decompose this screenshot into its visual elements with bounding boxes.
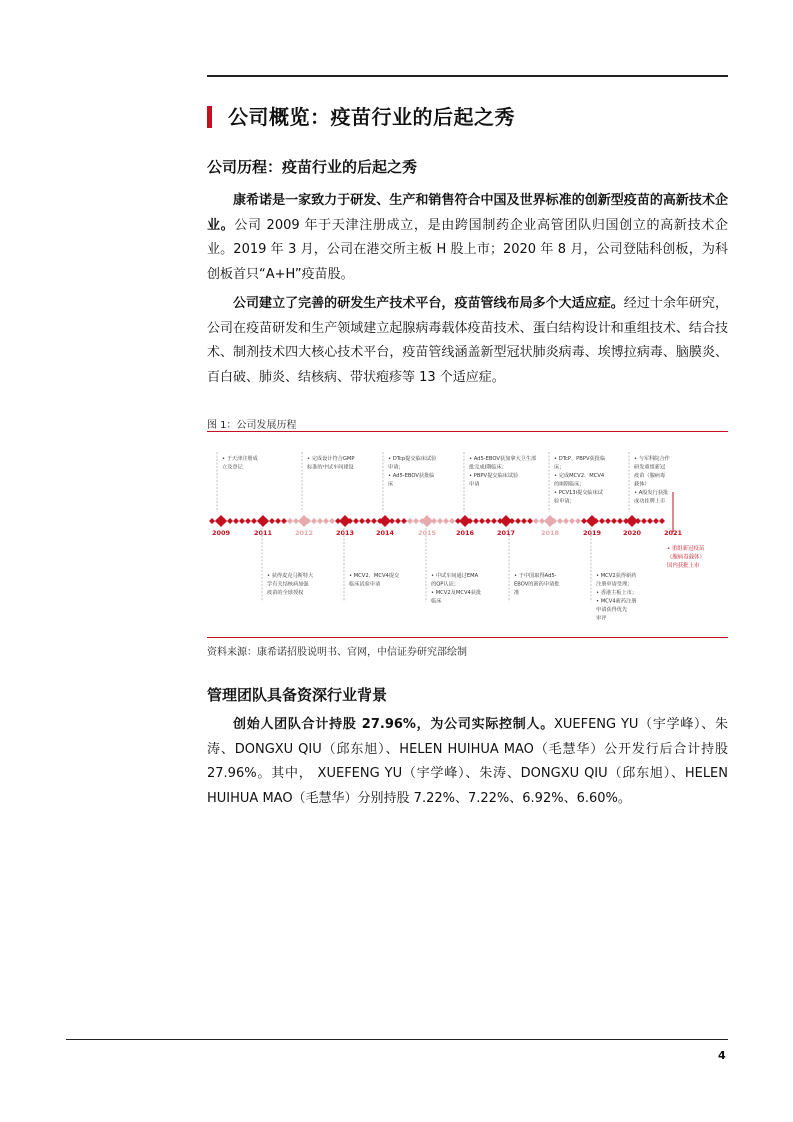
timeline-diamond — [605, 518, 611, 524]
timeline-year-label: 2009 — [211, 529, 231, 537]
figure-caption: 图 1：公司发展历程 — [207, 420, 297, 431]
paragraph-company-intro — [207, 189, 728, 287]
timeline-highlight-text: （腺病毒载体） — [667, 554, 705, 561]
timeline-event-text: 研发重组新冠 — [634, 464, 666, 471]
timeline-event-text: • PCV13i提交临床试 — [554, 490, 603, 496]
timeline-diamond — [371, 518, 377, 524]
timeline-diamond — [329, 518, 335, 524]
timeline-diamond — [491, 518, 497, 524]
timeline-diamond — [209, 518, 215, 524]
timeline-event-text: 验申请； — [554, 498, 575, 505]
timeline-year-marker — [626, 515, 638, 527]
timeline-year-label: 2019 — [582, 529, 602, 537]
timeline-event-text: • 中试车间通过EMA — [431, 573, 479, 579]
timeline-diamond — [239, 518, 245, 524]
timeline-event-text: 立及登记 — [222, 464, 243, 471]
timeline-diamond — [251, 518, 257, 524]
timeline-event-text: 申请 — [469, 481, 480, 488]
timeline-diamond — [617, 518, 623, 524]
timeline-event-text: • 与军科院合作 — [634, 456, 670, 462]
timeline-year-marker — [500, 515, 512, 527]
title-accent-bar — [207, 106, 212, 128]
timeline-event-text: • PBPV提交临床试验 — [469, 473, 519, 479]
company-timeline — [207, 432, 728, 637]
timeline-diamond — [449, 518, 455, 524]
timeline-event-text: • Ad5-EBOV获批临 — [388, 473, 435, 479]
timeline-event-text: 成功挂牌上市 — [634, 498, 666, 505]
timeline-diamond — [281, 518, 287, 524]
timeline-year-marker — [257, 515, 269, 527]
timeline-event-text: • DTcp提交临床试验 — [388, 456, 437, 462]
timeline-year-marker — [215, 515, 227, 527]
timeline-diamond — [401, 518, 407, 524]
timeline-diamond — [647, 518, 653, 524]
timeline-event-text: 申请； — [388, 464, 404, 471]
timeline-diamond — [395, 518, 401, 524]
timeline-diamond — [563, 518, 569, 524]
timeline-event-text: • DTcP、PBPV获批临 — [554, 456, 606, 462]
timeline-diamond — [359, 518, 365, 524]
timeline-diamond — [311, 518, 317, 524]
timeline-diamond — [659, 518, 665, 524]
timeline-event-text: • MCV4新药注册 — [596, 598, 637, 605]
timeline-event-text: • 获得麦克马斯特大 — [267, 573, 314, 579]
timeline-event-text: • MCV2获得新药 — [596, 573, 637, 579]
timeline-diamond — [317, 518, 323, 524]
timeline-year-label: 2012 — [294, 529, 314, 537]
timeline-year-label: 2011 — [253, 529, 273, 537]
page-number: 4 — [718, 1049, 726, 1062]
timeline-diamond — [407, 518, 413, 524]
timeline-diamond — [365, 518, 371, 524]
timeline-year-marker — [298, 515, 310, 527]
timeline-year-label: 2018 — [540, 529, 560, 537]
timeline-event-text: EBOV的新药申请批 — [514, 581, 560, 588]
paragraph-management — [207, 713, 728, 811]
timeline-diamond — [599, 518, 605, 524]
timeline-diamond — [287, 518, 293, 524]
timeline-event-text: 批完成I期临床； — [469, 464, 507, 471]
timeline-highlight-text: 国内获批上市 — [667, 563, 700, 569]
section-heading-management: 管理团队具备资深行业背景 — [207, 686, 388, 704]
timeline-diamond — [413, 518, 419, 524]
timeline-year-label: 2016 — [455, 529, 475, 537]
timeline-event-text: 的III期临床； — [554, 481, 585, 488]
paragraph-lead: 康希诺是一家致力于研发、生产和销售符合中国及世界标准的创新型疫苗的高新技术企业。 — [207, 193, 728, 233]
timeline-diamond — [521, 518, 527, 524]
section-heading-history: 公司历程：疫苗行业的后起之秀 — [207, 158, 418, 176]
timeline-event-text: 注册申请受理； — [596, 581, 633, 588]
timeline-year-label: 2015 — [417, 529, 437, 537]
figure-source: 资料来源：康希诺招股说明书、官网，中信证券研究部绘制 — [207, 647, 467, 658]
timeline-event-text: 载体） — [634, 481, 650, 488]
timeline-event-text: 学有关结核病加强 — [267, 581, 309, 588]
timeline-event-text: • 于天津注册成 — [222, 456, 258, 462]
timeline-event-text: 审评 — [596, 615, 607, 622]
timeline-diamond — [245, 518, 251, 524]
timeline-event-text: • 完成设计符合GMP — [307, 456, 355, 462]
timeline-diamond — [557, 518, 563, 524]
paragraph-lead: 创始人团队合计持股 27.96%，为公司实际控制人。 — [233, 717, 554, 732]
timeline-diamond — [443, 518, 449, 524]
timeline-event-text: 疫苗的全球授权 — [267, 590, 304, 596]
timeline-year-label: 2020 — [622, 529, 642, 537]
timeline-event-text: 疫苗（腺病毒 — [634, 473, 666, 479]
timeline-diamond — [515, 518, 521, 524]
timeline-diamond — [641, 518, 647, 524]
timeline-event-text: 申请获得优先 — [596, 607, 628, 613]
timeline-event-text: • MCV2、MCV4提交 — [349, 573, 400, 579]
paragraph-body: 公司 2009 年于天津注册成立，是由跨国制药企业高管团队归国创立的高新技术企业。2019 年 3 月，公司在港交所主板 H 股上市；2020 年 8 月，公司登陆科创板，为科创板首只“A+H”疫苗股。 — [207, 217, 728, 282]
timeline-event-text: • A股发行获批 — [634, 490, 669, 496]
timeline-diamond — [485, 518, 491, 524]
timeline-diamond — [611, 518, 617, 524]
timeline-diamond — [233, 518, 239, 524]
timeline-diamond — [473, 518, 479, 524]
timeline-diamond — [323, 518, 329, 524]
timeline-event-text: 临床试验申请 — [349, 581, 381, 588]
timeline-year-label: 2021 — [663, 529, 683, 537]
timeline-diamond — [533, 518, 539, 524]
timeline-event-text: 床； — [554, 464, 565, 471]
timeline-event-text: • 完成MCV2、MCV4 — [554, 473, 605, 479]
timeline-diamond — [437, 518, 443, 524]
timeline-event-text: 临床 — [431, 598, 442, 605]
timeline-diamond — [653, 518, 659, 524]
timeline-year-marker — [339, 515, 351, 527]
header-rule — [207, 75, 728, 77]
timeline-highlight-text: • 重组新冠疫苗 — [667, 546, 705, 552]
figure-bottom-rule — [207, 637, 728, 638]
timeline-diamond — [269, 518, 275, 524]
paragraph-body: 经过十余年研究，公司在疫苗研发和生产领域建立起腺病毒载体疫苗技术、蛋白结构设计和重组技术、结合技术、制剂技术四大核心技术平台，疫苗管线涵盖新型冠状肺炎病毒、埃博拉病毒、脑膜炎、百白破、肺炎、结核病、带状疱疹等 13 个适应症。 — [207, 296, 728, 385]
timeline-event-text: • 香港主板上市； — [596, 590, 638, 596]
timeline-diamond — [575, 518, 581, 524]
paragraph-lead: 公司建立了完善的研发生产技术平台，疫苗管线布局多个大适应症。 — [233, 296, 624, 311]
timeline-diamond — [479, 518, 485, 524]
timeline-year-marker — [421, 515, 433, 527]
timeline-diamond — [569, 518, 575, 524]
page-title: 公司概览：疫苗行业的后起之秀 — [228, 105, 515, 129]
timeline-year-label: 2014 — [375, 529, 395, 537]
timeline-event-text: 的QP认证； — [431, 581, 459, 588]
timeline-year-marker — [379, 515, 391, 527]
timeline-diamond — [353, 518, 359, 524]
timeline-diamond — [275, 518, 281, 524]
timeline-event-text: • 于中国取得Ad5- — [514, 573, 557, 579]
timeline-event-text: 床 — [388, 481, 394, 488]
timeline-year-marker — [586, 515, 598, 527]
timeline-diamond — [227, 518, 233, 524]
footer-rule — [66, 1039, 728, 1040]
timeline-year-label: 2013 — [335, 529, 355, 537]
paragraph-body: XUEFENG YU（宇学峰）、朱涛、DONGXU QIU（邱东旭）、HELEN HUIHUA MAO（毛慧华）公开发行后合计持股 27.96%。其中， XUEFENG YU（宇学峰）、朱涛、DONGXU QIU（邱东旭）、HELEN HUIHUA MAO（毛慧华）分别持股 7.22%、7.22%、6.92%、6.60%。 — [207, 717, 729, 806]
timeline-year-label: 2017 — [496, 529, 516, 537]
timeline-event-text: 标准的中试车间建设 — [307, 464, 354, 471]
timeline-event-text: • Ad5-EBOV获加拿大卫生部 — [469, 456, 537, 462]
paragraph-platform — [207, 292, 728, 390]
timeline-diamond — [527, 518, 533, 524]
timeline-event-text: 准 — [514, 590, 520, 596]
timeline-year-marker — [544, 515, 556, 527]
timeline-year-marker — [459, 515, 471, 527]
timeline-event-text: • MCV2及MCV4获批 — [431, 590, 482, 596]
